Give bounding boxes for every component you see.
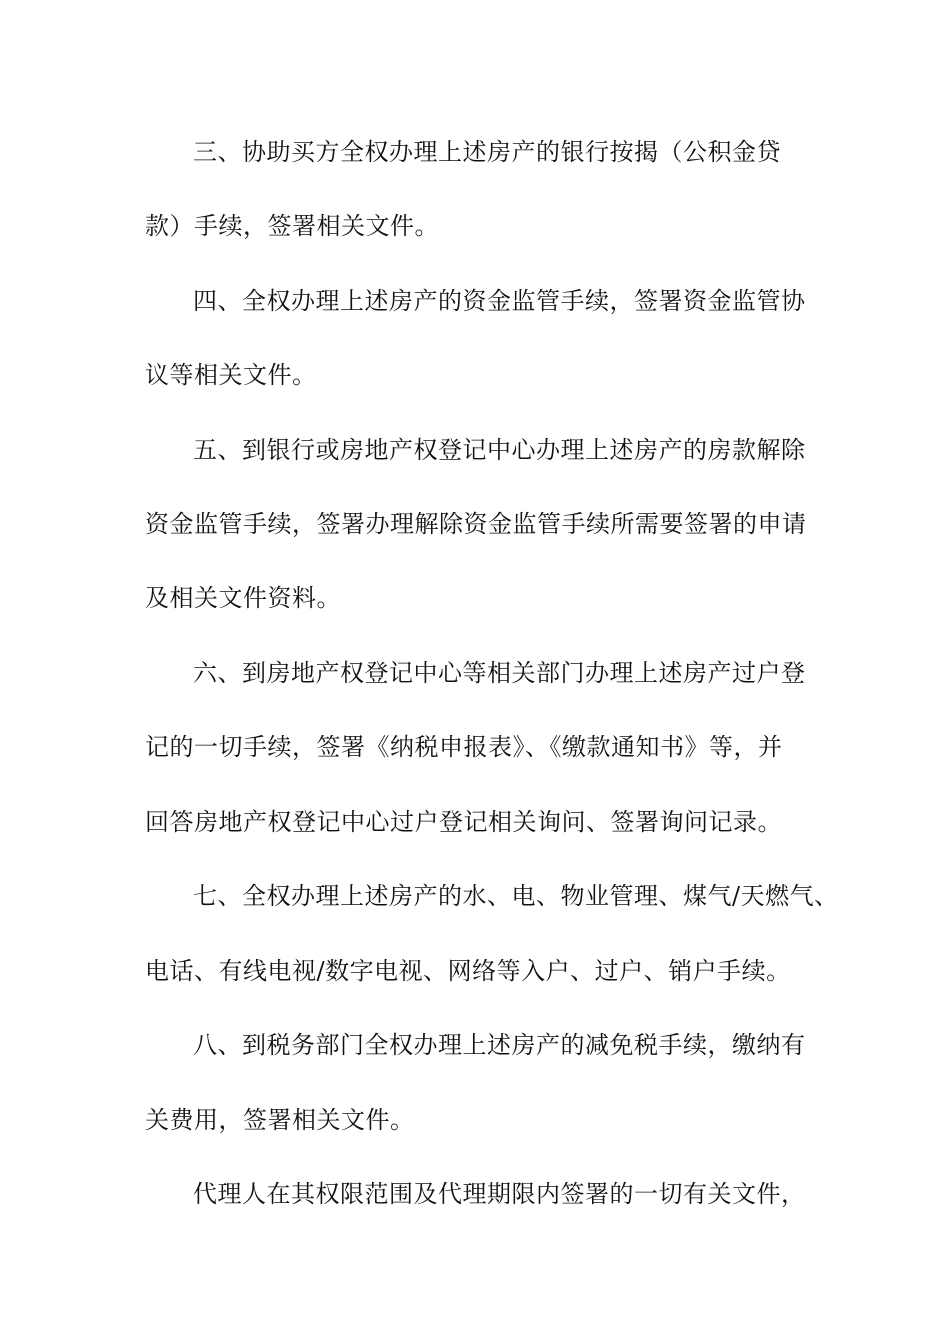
closing-paragraph-line-1: 代理人在其权限范围及代理期限内签署的一切有关文件， [193,1180,806,1208]
clause-6-line-3: 回答房地产权登记中心过户登记相关询问、签署询问记录。 [145,808,782,836]
clause-8-line-2: 关费用，签署相关文件。 [145,1106,415,1134]
clause-6-line-2: 记的一切手续，签署《纳税申报表》、《缴款通知书》等，并 [145,733,783,761]
clause-3-line-1: 三、协助买方全权办理上述房产的银行按揭（公积金贷 [193,138,781,166]
clause-5-line-2: 资金监管手续，签署办理解除资金监管手续所需要签署的申请 [145,510,807,538]
clause-6-line-1: 六、到房地产权登记中心等相关部门办理上述房产过户登 [193,659,806,687]
clause-4-line-1: 四、全权办理上述房产的资金监管手续，签署资金监管协 [193,287,806,315]
clause-7-line-2: 电话、有线电视/数字电视、网络等入户、过户、销户手续。 [145,957,791,985]
clause-3-line-2: 款）手续，签署相关文件。 [145,212,439,240]
clause-5-line-1: 五、到银行或房地产权登记中心办理上述房产的房款解除 [193,436,806,464]
clause-5-line-3: 及相关文件资料。 [145,584,341,612]
clause-7-line-1: 七、全权办理上述房产的水、电、物业管理、煤气/天燃气、 [193,882,839,910]
clause-4-line-2: 议等相关文件。 [145,361,317,389]
clause-8-line-1: 八、到税务部门全权办理上述房产的减免税手续，缴纳有 [193,1031,806,1059]
